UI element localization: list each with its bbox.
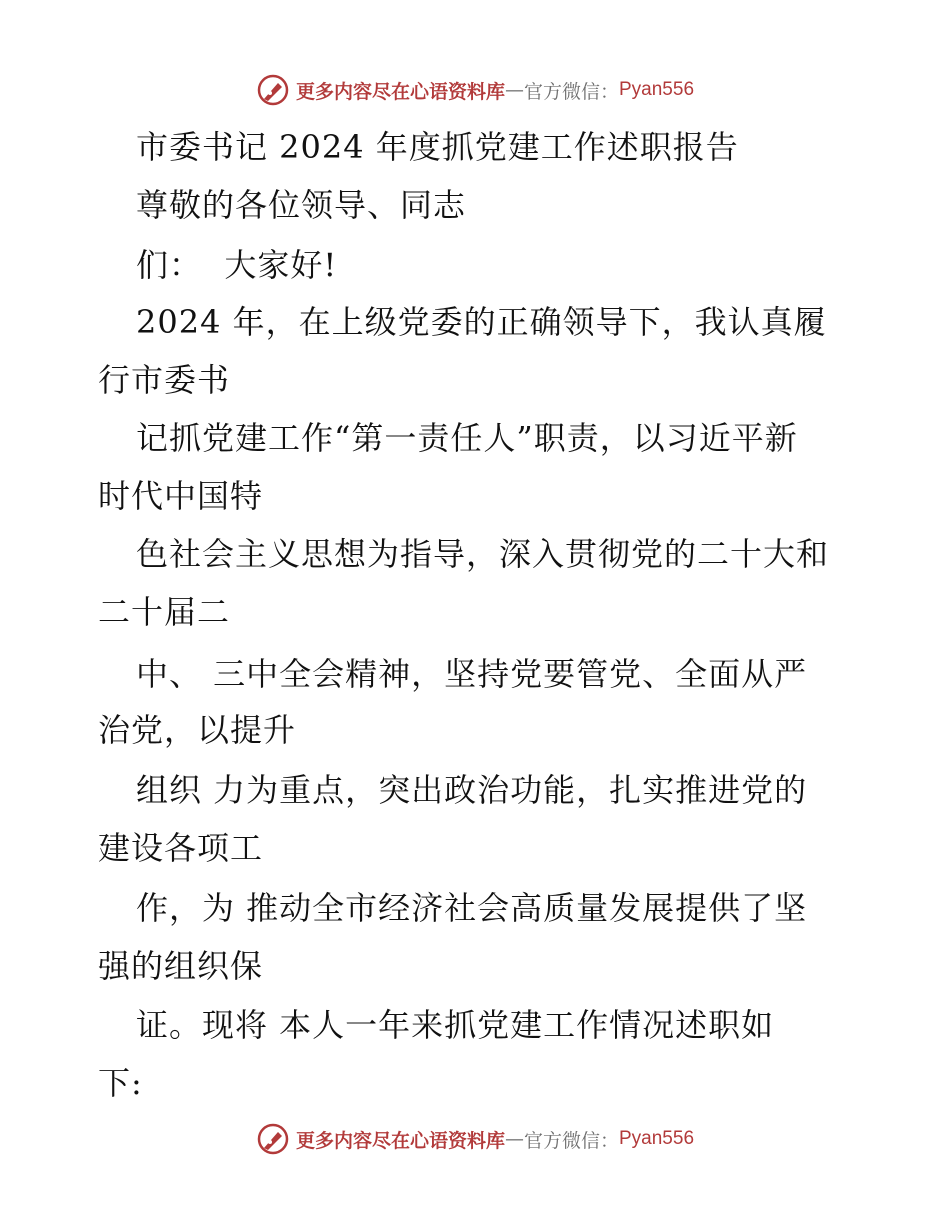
paragraph-line: 治党，以提升 <box>98 711 297 749</box>
paragraph-line: 建设各项工 <box>98 829 264 867</box>
watermark-site-name: 更多内容尽在心语资料库 <box>295 80 505 103</box>
pen-logo-icon <box>256 73 290 107</box>
header-watermark <box>0 70 950 110</box>
paragraph-line: 行市委书 <box>98 361 231 399</box>
paragraph-line: 组织 力为重点，突出政治功能，扎实推进党的 <box>136 771 808 809</box>
paragraph-line: 记抓党建工作“第一责任人”职责，以习近平新 <box>136 419 798 457</box>
watermark-wechat-label: 官方微信： <box>523 80 619 103</box>
pen-logo-icon <box>256 1122 290 1156</box>
paragraph-line: 色社会主义思想为指导，深入贯彻党的二十大和 <box>136 535 830 573</box>
paragraph-line: 中、 三中全会精神，坚持党要管党、全面从严 <box>136 655 808 693</box>
watermark-dash: — <box>504 1128 524 1150</box>
watermark-dash: — <box>504 79 524 101</box>
greeting-line: 们： 大家好! <box>136 246 338 284</box>
watermark-wechat-id: Pyan556 <box>619 79 695 100</box>
paragraph-line: 时代中国特 <box>98 477 264 515</box>
paragraph-line: 作，为 推动全市经济社会高质量发展提供了坚 <box>136 889 808 927</box>
paragraph-line: 二十届二 <box>98 593 231 631</box>
watermark-site-name: 更多内容尽在心语资料库 <box>295 1129 505 1152</box>
paragraph-line: 2024 年，在上级党委的正确领导下，我认真履 <box>136 303 827 341</box>
paragraph-line: 下: <box>98 1064 143 1102</box>
watermark-wechat-label: 官方微信： <box>523 1129 619 1152</box>
footer-watermark <box>0 1119 950 1159</box>
document-title: 市委书记 2024 年度抓党建工作述职报告 <box>136 128 739 166</box>
salutation-line: 尊敬的各位领导、同志 <box>136 186 467 224</box>
paragraph-line: 证。现将 本人一年来抓党建工作情况述职如 <box>136 1006 775 1044</box>
watermark-wechat-id: Pyan556 <box>619 1128 695 1149</box>
paragraph-line: 强的组织保 <box>98 947 264 985</box>
